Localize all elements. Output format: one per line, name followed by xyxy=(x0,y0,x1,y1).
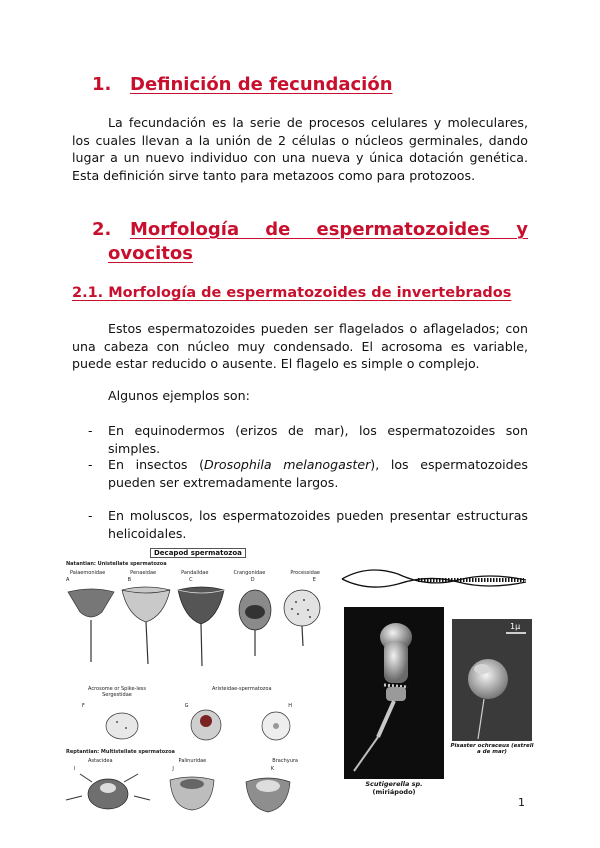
group-reptantian-label: Reptantian: Multistellate spermatozoa xyxy=(66,749,175,755)
row1-family-labels xyxy=(70,570,320,576)
bullet-text-pre: En insectos ( xyxy=(108,457,205,472)
section-1-heading xyxy=(92,74,512,95)
sperm-drawing-c xyxy=(178,587,224,666)
sperm-drawing-f xyxy=(106,713,138,739)
bullet-text: En equinodermos (erizos de mar), los espermatozoides son simples. xyxy=(108,423,528,456)
unistellate-sperm-drawings xyxy=(62,582,328,682)
family-label: Palinuridae xyxy=(178,758,207,764)
section-1-number: 1. xyxy=(92,74,112,95)
bullet-text-post: ), los espermatozoides pueden ser extremadamente largos. xyxy=(108,457,528,490)
scutigerella-caption xyxy=(344,780,444,796)
species-name: Drosophila melanogaster xyxy=(204,457,371,472)
scale-bar-label: 1μ xyxy=(510,622,521,631)
scutigerella-micrograph xyxy=(344,607,444,779)
family-label: Pandalidae xyxy=(181,570,209,576)
family-label: Astacidea xyxy=(88,758,113,764)
group-aristeidae-label: Aristeidae-spermatozoa xyxy=(212,686,272,692)
sperm-drawing-j xyxy=(170,777,214,810)
family-label: Penaeidae xyxy=(130,570,157,576)
section-2-1-heading: 2.1. Morfología de espermatozoides de invertebrados xyxy=(72,285,512,301)
scutigerella-sperm-image xyxy=(344,607,444,779)
panel-letter: E xyxy=(312,577,316,583)
sperm-drawing-k xyxy=(246,778,290,812)
family-label: Palaemonidae xyxy=(70,570,106,576)
panel-letter: J xyxy=(172,766,174,772)
page-number: 1 xyxy=(518,796,525,809)
panel-letter: F xyxy=(82,703,85,709)
scutigerella-caption-species: Scutigerella sp. xyxy=(365,780,423,788)
sperm-drawing-a xyxy=(68,589,114,662)
family-label: Processidae xyxy=(290,570,320,576)
panel-letter: G xyxy=(184,703,189,709)
section-2-title-line2: ovocitos xyxy=(108,243,193,264)
bullet-dash: - xyxy=(88,457,93,472)
bullet-insectos xyxy=(88,456,528,491)
panel-letter: K xyxy=(270,766,274,772)
group-acrosome-label xyxy=(88,686,146,698)
pisaster-micrograph xyxy=(452,619,532,741)
sperm-drawing-d xyxy=(239,590,271,656)
bullet-moluscos xyxy=(88,507,528,542)
sperm-drawing-b xyxy=(122,587,170,664)
panel-letter: A xyxy=(66,577,70,583)
panel-letter: D xyxy=(250,577,255,583)
section-1-title: Definición de fecundación xyxy=(130,74,393,95)
pisaster-caption: Pisaster ochraceus (estrell a de mar) xyxy=(450,743,534,755)
aristeidae-sperm-drawings xyxy=(62,708,328,748)
decapod-figure-title: Decapod spermatozoa xyxy=(150,548,246,558)
bullet-equinodermos xyxy=(88,422,528,457)
bullet-dash: - xyxy=(88,508,93,523)
section-2-heading xyxy=(92,218,528,266)
section-2-title-line1: Morfología de espermatozoides y xyxy=(130,219,528,240)
sperm-drawing-i xyxy=(66,774,150,809)
acrosome-label: Acrosome or Spike-less xyxy=(88,686,147,692)
row3-family-labels xyxy=(88,758,298,764)
invertebrate-paragraph: Estos espermatozoides pueden ser flagelados o aflagelados; con una cabeza con núcleo muy condensado. El acrosoma es variable, puede estar reducido o ausente. El flagelo es simple o complejo. xyxy=(72,321,528,371)
bullet-dash: - xyxy=(88,423,93,438)
examples-intro: Algunos ejemplos son: xyxy=(108,388,250,403)
panel-letter: C xyxy=(189,577,193,583)
bullet-text: En moluscos, los espermatozoides pueden presentar estructuras helicoidales. xyxy=(108,508,528,541)
group-natantian-label: Natantian: Unistellate spermatozoa xyxy=(66,561,167,567)
definition-paragraph: La fecundación es la serie de procesos celulares y moleculares, los cuales llevan a la unión de 2 células o núcleos germinales, dando lugar a un nuevo individuo con una nueva y única dotación genética. Esta definición sirve tanto para metazoos como para protozoos. xyxy=(72,115,528,183)
sperm-drawing-e xyxy=(284,590,320,646)
panel-letter: B xyxy=(127,577,131,583)
panel-letter: H xyxy=(288,703,292,709)
scutigerella-caption-group: (miriápodo) xyxy=(372,788,416,796)
family-label: Crangonidae xyxy=(233,570,266,576)
family-label: Brachyura xyxy=(272,758,298,764)
decapod-spermatozoa-figure xyxy=(62,548,328,820)
helical-sperm-drawing xyxy=(338,562,530,596)
multistellate-sperm-drawings xyxy=(62,770,328,818)
pisaster-sperm-image xyxy=(452,619,532,741)
panel-letter: I xyxy=(74,766,76,772)
section-2-number: 2. xyxy=(92,219,112,240)
sergestidae-label: Sergestidae xyxy=(102,692,132,698)
